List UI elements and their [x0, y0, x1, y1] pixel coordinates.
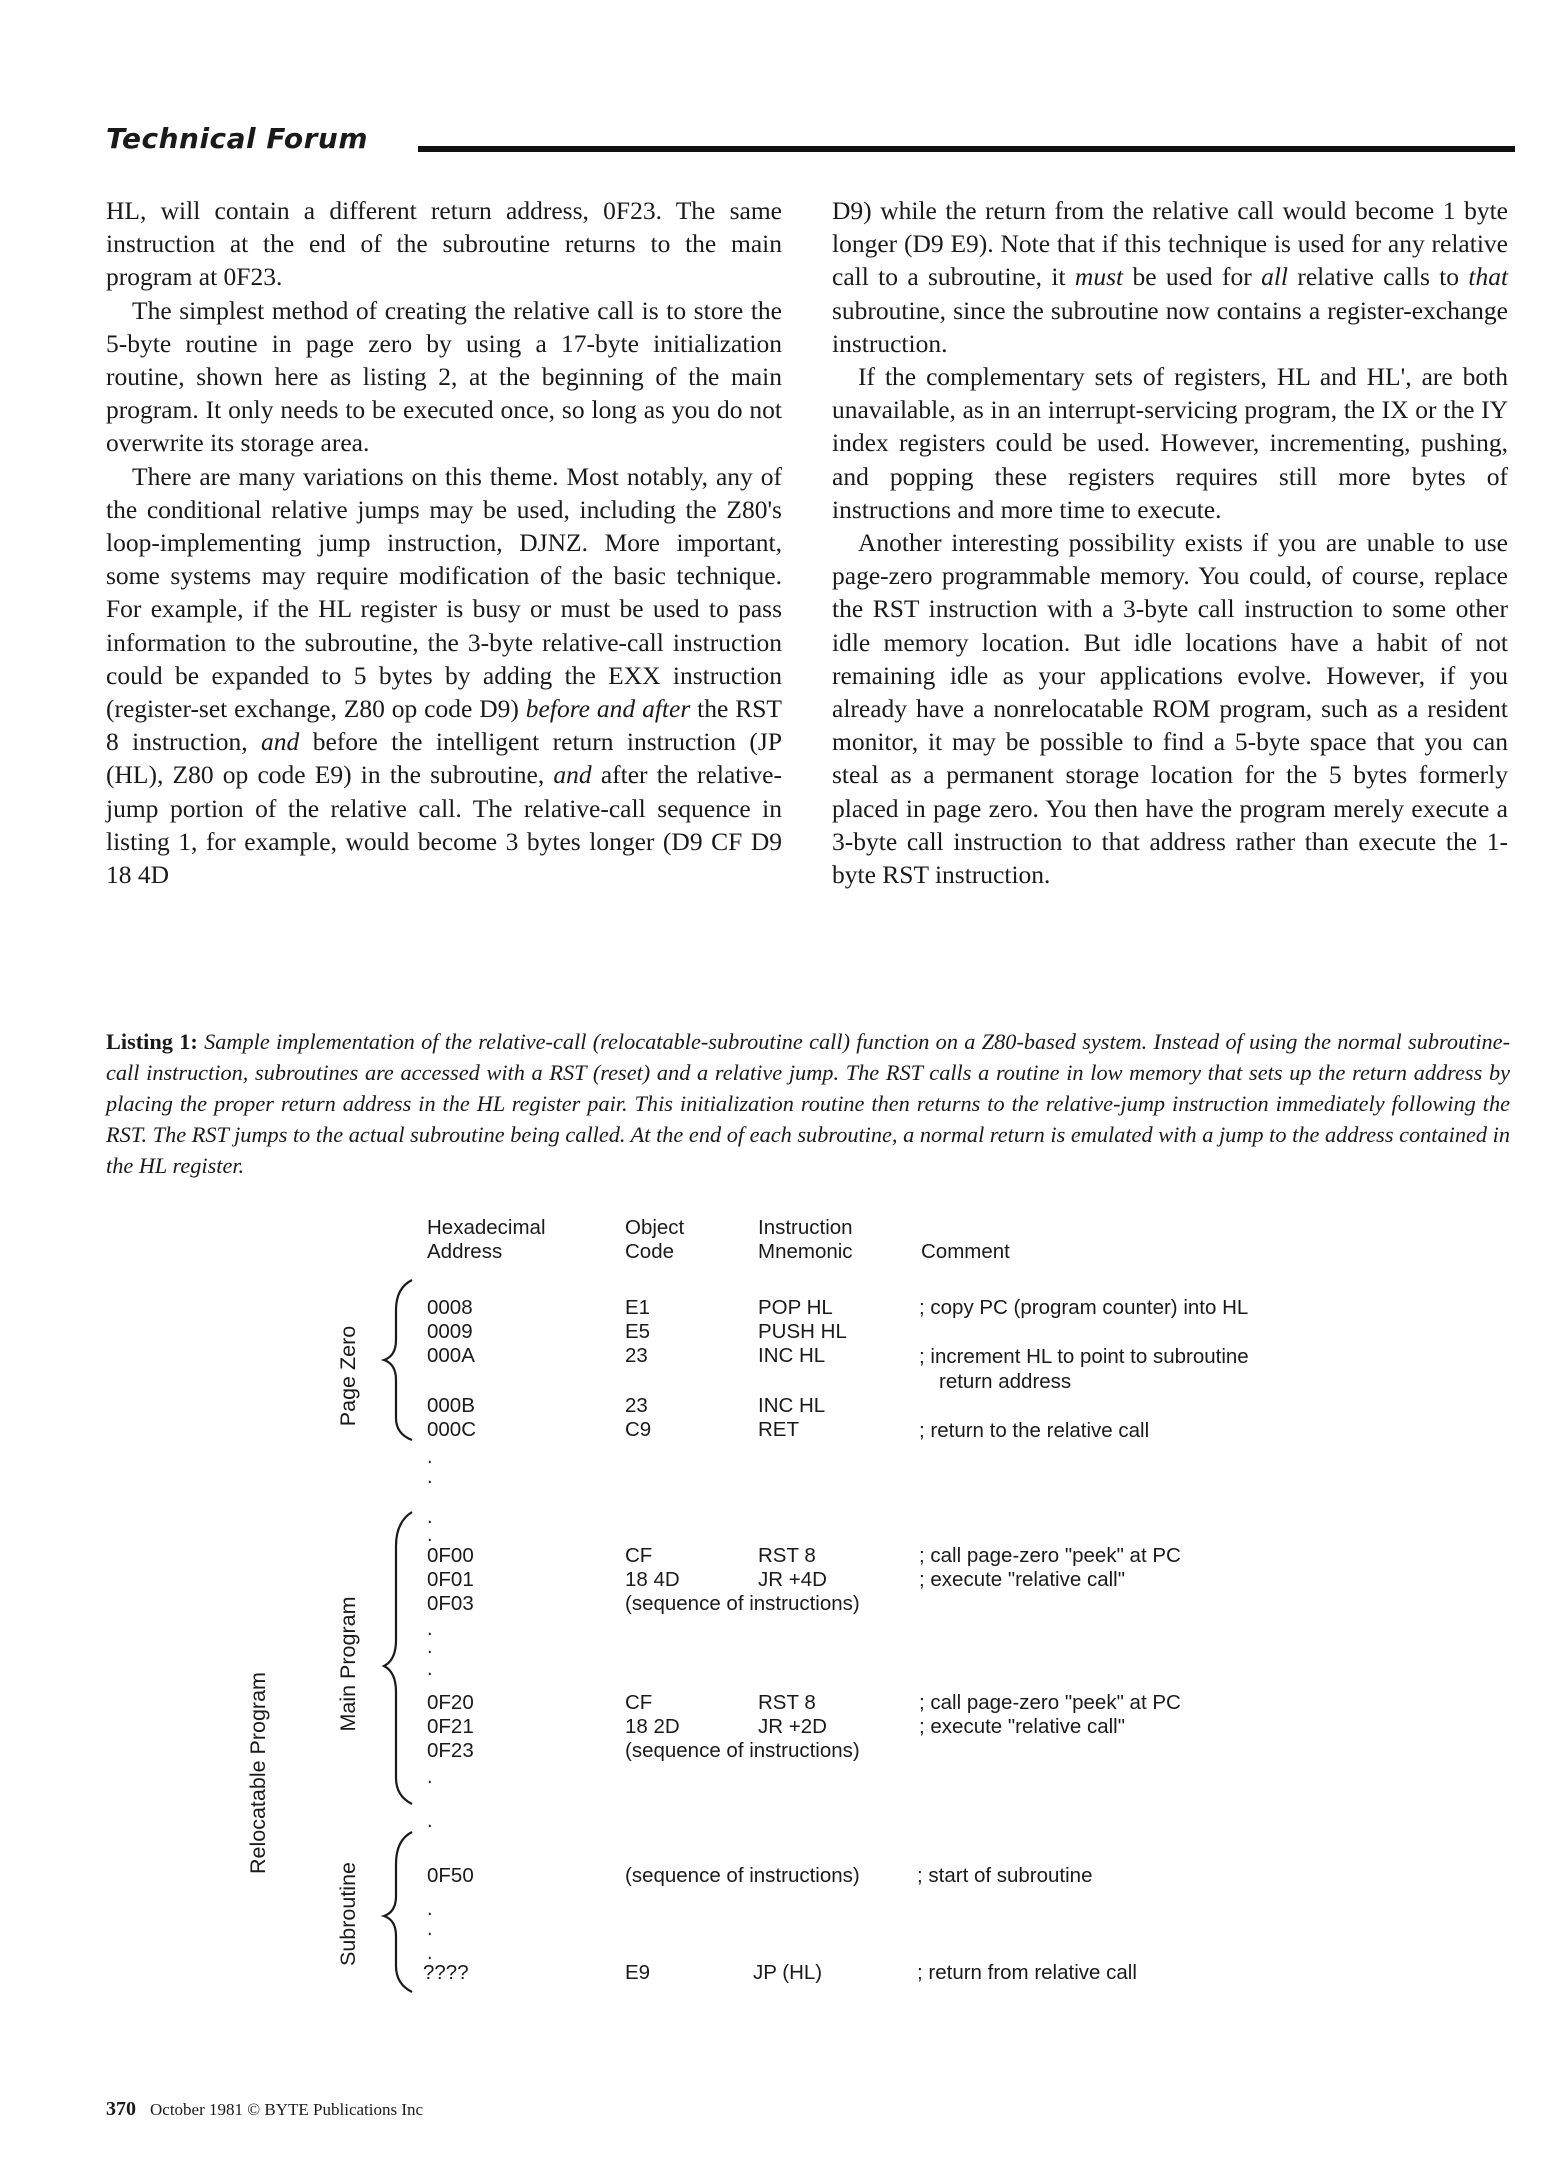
row-mnemonic: INC HL: [758, 1394, 826, 1417]
row-code: (sequence of instructions): [625, 1864, 860, 1887]
row-mnemonic: INC HL: [758, 1344, 826, 1367]
ellipsis-dot: .: [427, 1618, 433, 1640]
row-code: C9: [625, 1418, 652, 1441]
page-number: 370: [106, 2098, 136, 2120]
subroutine-label: Subroutine: [336, 1862, 360, 1966]
ellipsis-dot: .: [427, 1810, 433, 1832]
page-zero-brace: [384, 1280, 412, 1440]
paragraph: HL, will contain a different return address, 0F23. The same instruction at the end of the subroutine returns to the main program at 0F23.: [106, 196, 782, 292]
ellipsis-dot: .: [427, 1524, 433, 1546]
paragraph: Another interesting possibility exists if you are unable to use page-zero programmable memory. You could, of course, replace the RST instruction with a 3-byte call instruction to some other idle memory location. But idle locations have a habit of not remaining idle as your applications evolve. However, if you already have a nonrelocatable ROM program, such as a resident monitor, it may be possible to find a 5-byte space that you can steal as a permanent storage location for the 5 bytes formerly placed in page zero. You then have the program merely execute a 3-byte call instruction to that address rather than execute the 1-byte RST instruction.: [832, 528, 1508, 890]
text-run: D9) while the return from the relative call would become 1 byte longer (D9 E9). Note that if this technique is used for any relative call to a subroutine, it: [832, 196, 1508, 292]
row-mnemonic: RET: [758, 1418, 799, 1441]
text-run: subroutine, since the subroutine now contains a register-exchange instruction.: [832, 295, 1508, 358]
header-address-line2: Address: [427, 1240, 503, 1263]
caption-text: Sample implementation of the relative-call (relocatable-subroutine call) function on a Z80-based system. Instead of using the normal subroutine-call instruction, subroutines are accessed with a RST (reset) and a relative jump. The RST calls a routine in low memory that sets up the return address by placing the proper return address in the HL register pair. This initialization routine then returns to the relative-jump instruction immediately following the RST. The RST jumps to the actual subroutine being called. At the end of each subroutine, a normal return is emulated with a jump to the address contained in the HL register.: [106, 1029, 1510, 1178]
row-mnemonic: POP HL: [758, 1296, 833, 1319]
row-comment: ; execute "relative call": [919, 1568, 1125, 1591]
row-comment: ; return from relative call: [917, 1961, 1137, 1984]
row-code: E1: [625, 1296, 651, 1319]
footer-text: October 1981 © BYTE Publications Inc: [150, 2100, 424, 2119]
row-comment: ; start of subroutine: [917, 1864, 1093, 1887]
emphasis: and: [553, 760, 592, 790]
row-mnemonic: RST 8: [758, 1544, 816, 1567]
page-footer: [106, 2098, 423, 2121]
header-mnemonic-line1: Instruction: [758, 1216, 853, 1239]
relocatable-program-label: Relocatable Program: [246, 1672, 270, 1874]
row-mnemonic: RST 8: [758, 1691, 816, 1714]
row-comment-continued: return address: [939, 1370, 1072, 1393]
ellipsis-dot: .: [427, 1466, 433, 1488]
ellipsis-dot: .: [427, 1658, 433, 1680]
row-address: ????: [423, 1961, 469, 1984]
ellipsis-dot: .: [427, 1942, 433, 1964]
page-zero-label: Page Zero: [336, 1325, 360, 1427]
emphasis: and: [261, 727, 300, 757]
ellipsis-dot: .: [427, 1506, 433, 1528]
row-code: (sequence of instructions): [625, 1592, 860, 1615]
row-comment: ; call page-zero "peek" at PC: [919, 1691, 1181, 1714]
header-mnemonic-line2: Mnemonic: [758, 1240, 853, 1263]
row-mnemonic: JP (HL): [753, 1961, 823, 1984]
text-run: be used for: [1132, 262, 1252, 292]
text-run: relative calls to: [1297, 262, 1460, 292]
section-title: Technical Forum: [106, 122, 368, 155]
row-comment: ; call page-zero "peek" at PC: [919, 1544, 1181, 1567]
main-program-label: Main Program: [336, 1596, 360, 1732]
emphasis: all: [1261, 262, 1288, 292]
text-run: before the intelligent return instruction (JP (HL), Z80 op code E9) in the subroutine,: [106, 727, 783, 790]
ellipsis-dot: .: [427, 1446, 433, 1468]
row-code: E9: [625, 1961, 651, 1984]
row-mnemonic: JR +2D: [758, 1715, 827, 1738]
header-comment: Comment: [921, 1240, 1010, 1263]
emphasis: must: [1074, 262, 1124, 292]
header-address-line1: Hexadecimal: [427, 1216, 546, 1239]
row-address: 0F20: [427, 1691, 474, 1714]
row-address: 000B: [427, 1394, 475, 1417]
emphasis: that: [1468, 262, 1509, 292]
row-code: CF: [625, 1544, 653, 1567]
emphasis: before and after: [525, 694, 691, 724]
text-run: the RST 8 instruction,: [106, 694, 783, 757]
row-address: 000C: [427, 1418, 477, 1441]
row-comment: ; copy PC (program counter) into HL: [919, 1296, 1249, 1319]
row-code: (sequence of instructions): [625, 1739, 860, 1762]
row-comment: ; return to the relative call: [919, 1419, 1150, 1442]
row-address: 0F03: [427, 1592, 474, 1615]
row-address: 0F23: [427, 1739, 474, 1762]
subroutine-brace: [384, 1832, 412, 1992]
text-run: after the relative-jump portion of the relative call. The relative-call sequence in listing 1, for example, would become 3 bytes longer (D9 CF D9 18 4D: [106, 760, 782, 890]
row-code: 23: [625, 1394, 648, 1417]
row-code: CF: [625, 1691, 653, 1714]
row-code: 18 2D: [625, 1715, 680, 1738]
row-address: 0F01: [427, 1568, 474, 1591]
header-object-line2: Code: [625, 1240, 675, 1263]
row-address: 0008: [427, 1296, 473, 1319]
row-address: 000A: [427, 1344, 475, 1367]
row-mnemonic: JR +4D: [758, 1568, 827, 1591]
row-address: 0F00: [427, 1544, 474, 1567]
row-address: 0F50: [427, 1864, 474, 1887]
row-comment: ; increment HL to point to subroutine: [919, 1345, 1249, 1368]
ellipsis-dot: .: [427, 1898, 433, 1920]
paragraph: The simplest method of creating the relative call is to store the 5-byte routine in page zero by using a 17-byte initialization routine, shown here as listing 2, at the beginning of the main program. It only needs to be executed once, so long as you do not overwrite its storage area.: [106, 295, 782, 458]
ellipsis-dot: .: [427, 1636, 433, 1658]
row-address: 0F21: [427, 1715, 474, 1738]
row-code: E5: [625, 1320, 651, 1343]
row-address: 0009: [427, 1320, 473, 1343]
row-mnemonic: PUSH HL: [758, 1320, 847, 1343]
row-code: 23: [625, 1344, 648, 1367]
ellipsis-dot: .: [427, 1918, 433, 1940]
ellipsis-dot: .: [427, 1766, 433, 1788]
main-program-brace: [384, 1512, 412, 1804]
header-object-line1: Object: [625, 1216, 685, 1239]
text-run: There are many variations on this theme. Most notably, any of the conditional relative jumps may be used, including the Z80's loop-implementing jump instruction, DJNZ. More important, some systems may require modification of the basic technique. For example, if the HL register is busy or must be used to pass information to the subroutine, the 3-byte relative-call instruction could be expanded to 5 bytes by adding the EXX instruction (register-set exchange, Z80 op code D9): [106, 461, 782, 724]
row-comment: ; execute "relative call": [919, 1715, 1125, 1738]
row-code: 18 4D: [625, 1568, 680, 1591]
caption-label: Listing 1:: [106, 1029, 198, 1054]
paragraph: If the complementary sets of registers, HL and HL', are both unavailable, as in an interrupt-servicing program, the IX or the IY index registers could be used. However, incrementing, pushing, and popping these registers requires still more bytes of instructions and more time to execute.: [832, 362, 1508, 524]
